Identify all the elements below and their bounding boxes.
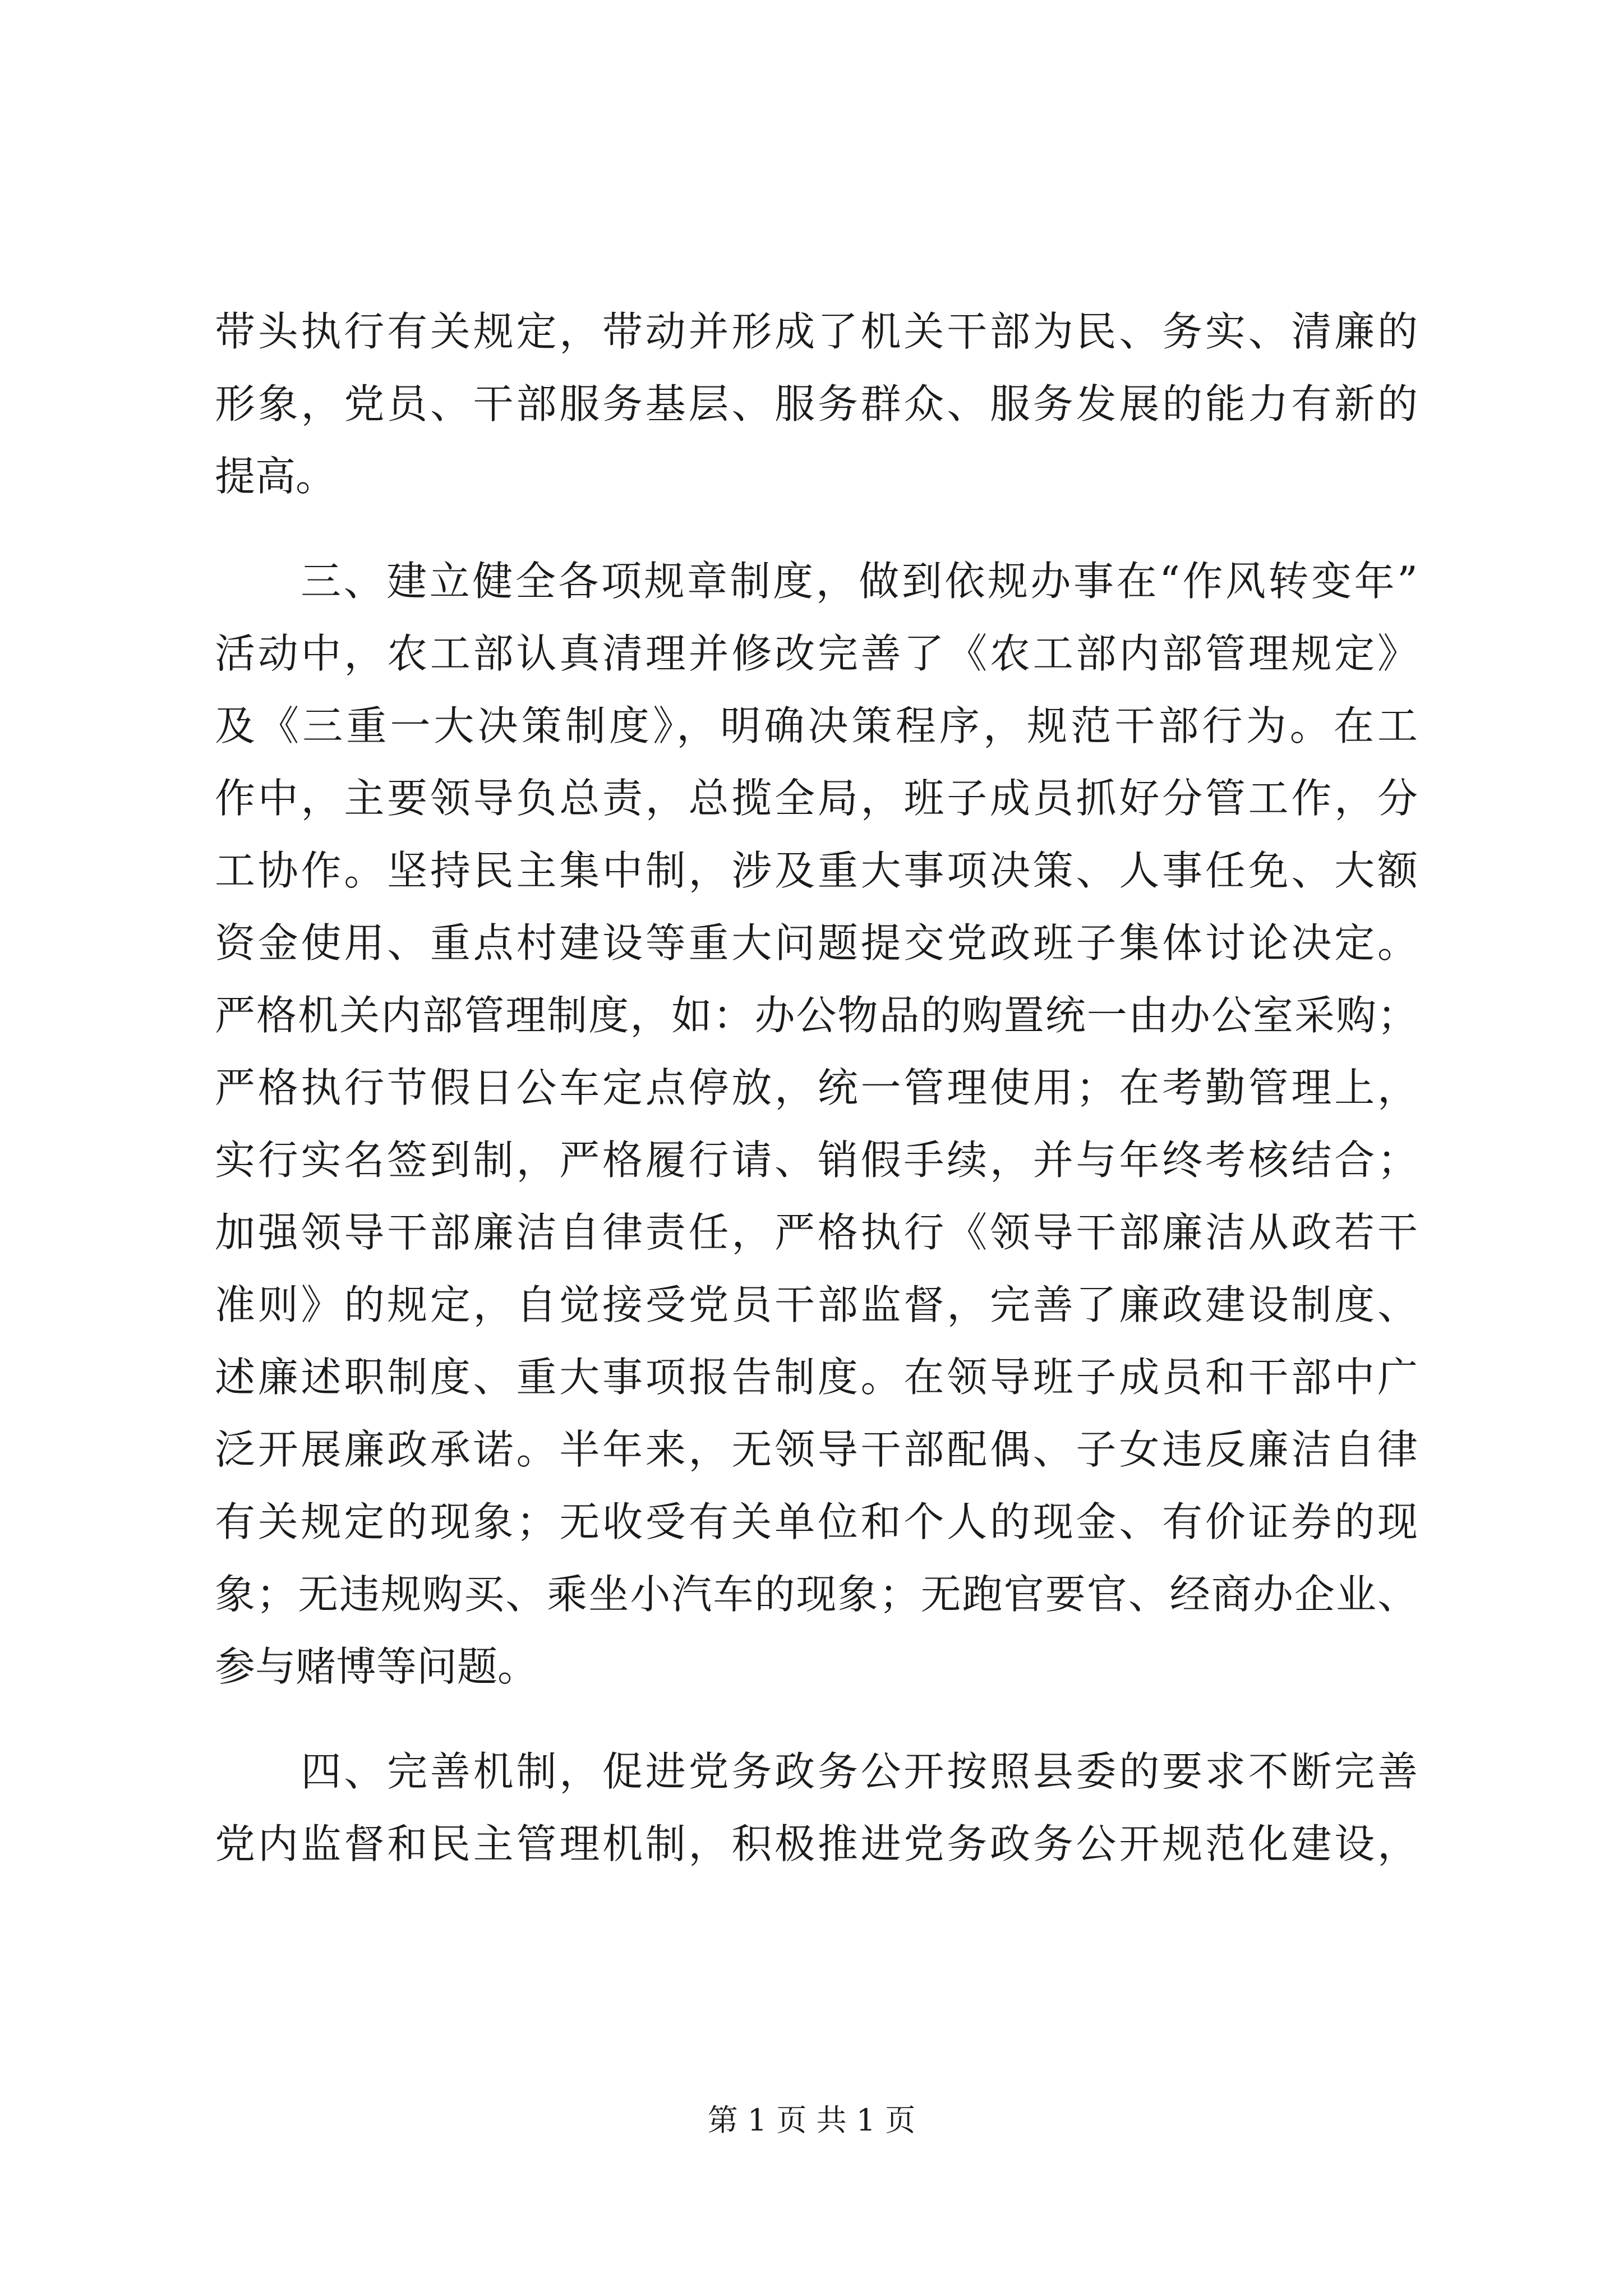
text-line: 及《三重一大决策制度》，明确决策程序，规范干部行为。在工 <box>215 702 1418 749</box>
paragraph <box>215 1736 1418 1880</box>
text-line: 加强领导干部廉洁自律责任，严格执行《领导干部廉洁从政若干 <box>215 1209 1418 1256</box>
text-line: 参与赌博等问题。 <box>215 1643 538 1690</box>
text-line: 资金使用、重点村建设等重大问题提交党政班子集体讨论决定。 <box>215 919 1418 967</box>
text-line: 带头执行有关规定，带动并形成了机关干部为民、务实、清廉的 <box>215 308 1418 355</box>
text-line: 准则》的规定，自觉接受党员干部监督，完善了廉政建设制度、 <box>215 1281 1418 1328</box>
text-line: 活动中，农工部认真清理并修改完善了《农工部内部管理规定》 <box>215 630 1418 677</box>
document-body <box>215 296 1418 1880</box>
text-line: 实行实名签到制，严格履行请、销假手续，并与年终考核结合； <box>215 1137 1418 1184</box>
paragraph-gap <box>215 1703 1418 1736</box>
text-line: 形象，党员、干部服务基层、服务群众、服务发展的能力有新的 <box>215 380 1418 427</box>
text-line: 工协作。坚持民主集中制，涉及重大事项决策、人事任免、大额 <box>215 847 1418 894</box>
text-line: 党内监督和民主管理机制，积极推进党务政务公开规范化建设， <box>215 1820 1418 1867</box>
page-footer: 第 1 页 共 1 页 <box>707 2102 916 2138</box>
text-line: 三、建立健全各项规章制度，做到依规办事在“作风转变年” <box>215 558 1418 605</box>
paragraph <box>215 296 1418 513</box>
text-line: 泛开展廉政承诺。半年来，无领导干部配偶、子女违反廉洁自律 <box>215 1426 1418 1473</box>
text-line: 严格机关内部管理制度，如：办公物品的购置统一由办公室采购； <box>215 992 1418 1039</box>
text-line: 作中，主要领导负总责，总揽全局，班子成员抓好分管工作，分 <box>215 775 1418 822</box>
text-line: 有关规定的现象；无收受有关单位和个人的现金、有价证券的现 <box>215 1498 1418 1545</box>
text-line: 象；无违规购买、乘坐小汽车的现象；无跑官要官、经商办企业、 <box>215 1571 1418 1618</box>
text-line: 提高。 <box>215 453 336 500</box>
paragraph-gap <box>215 513 1418 545</box>
text-line: 四、完善机制，促进党务政务公开按照县委的要求不断完善 <box>215 1748 1418 1795</box>
paragraph <box>215 545 1418 1703</box>
text-line: 严格执行节假日公车定点停放，统一管理使用；在考勤管理上， <box>215 1064 1418 1111</box>
text-line: 述廉述职制度、重大事项报告制度。在领导班子成员和干部中广 <box>215 1354 1418 1401</box>
